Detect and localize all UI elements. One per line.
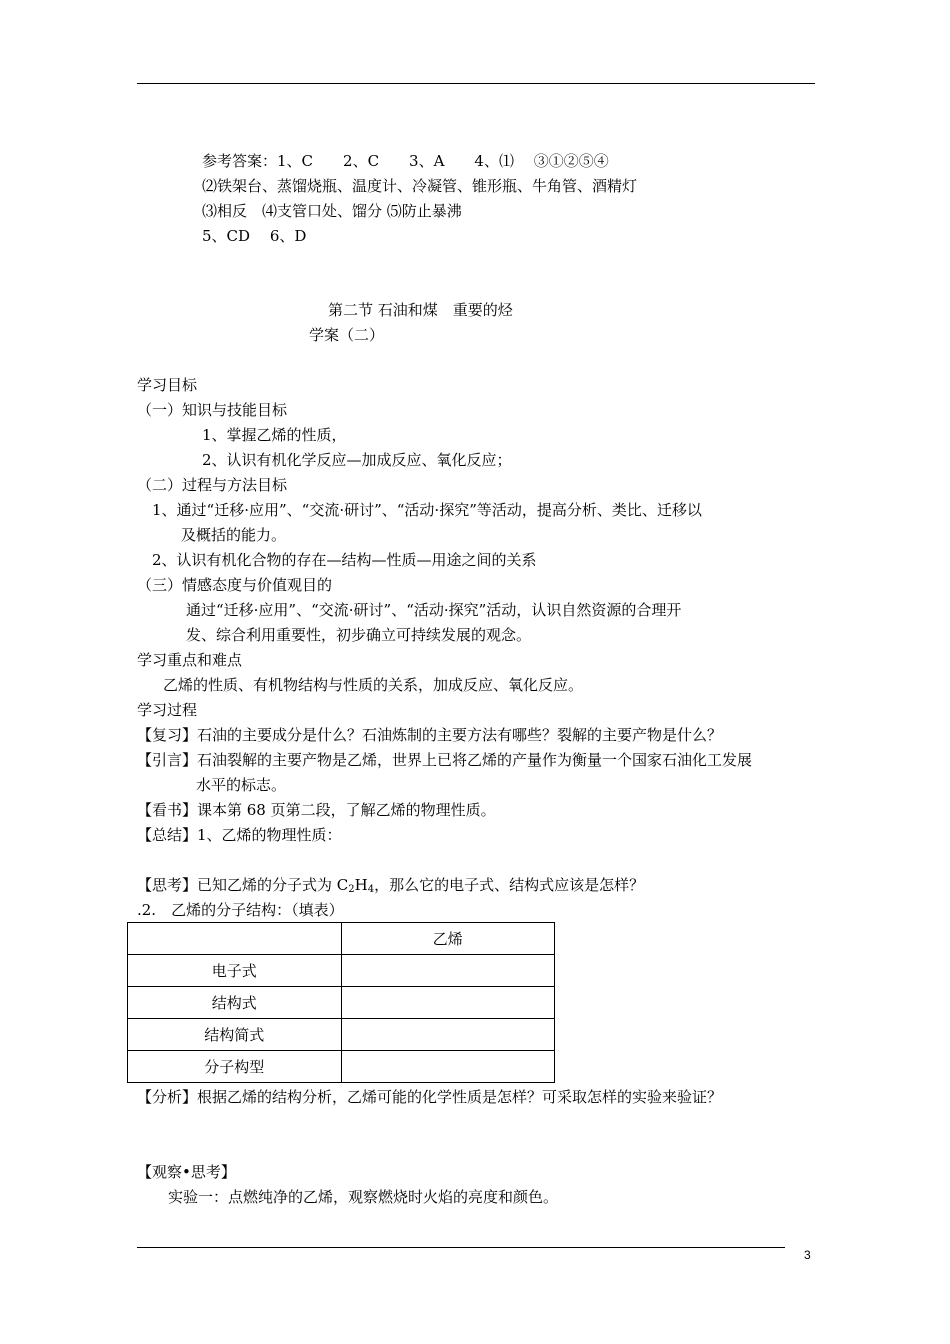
row-label-condensed-formula: 结构简式	[128, 1019, 342, 1051]
table-row	[128, 1019, 555, 1051]
row-blank-cell[interactable]	[341, 987, 555, 1019]
goals-sub3: （三）情感态度与价值观目的	[137, 576, 333, 594]
row-blank-cell[interactable]	[341, 955, 555, 987]
answers-line-1: 参考答案：1、C 2、C 3、A 4、⑴ ③①②⑤④	[202, 152, 609, 170]
think-sub-2: 4	[367, 884, 375, 895]
intro-text-b: 水平的标志。	[196, 776, 287, 794]
analyze-text: 【分析】根据乙烯的结构分析，乙烯可能的化学性质是怎样？可采取怎样的实验来验证？	[137, 1088, 723, 1106]
table-caption: .2. 乙烯的分子结构：（填表）	[137, 901, 344, 919]
row-blank-cell[interactable]	[341, 1051, 555, 1083]
table-header-ethylene: 乙烯	[341, 923, 555, 955]
table-row	[128, 1051, 555, 1083]
goals-sub2-item1b: 及概括的能力。	[181, 526, 287, 544]
table-row	[128, 955, 555, 987]
goals-sub2: （二）过程与方法目标	[137, 476, 288, 494]
table-header-row	[128, 923, 555, 955]
answers-line-3: ⑶相反 ⑷支管口处、馏分 ⑸防止暴沸	[202, 202, 462, 220]
footer-rule	[137, 1247, 785, 1248]
row-label-electron-formula: 电子式	[128, 955, 342, 987]
think-text	[137, 874, 644, 896]
goals-sub3-text-b: 发、综合利用重要性，初步确立可持续发展的观念。	[186, 626, 532, 644]
answers-line-4: 5、CD 6、D	[202, 227, 307, 245]
think-post: ，那么它的电子式、结构式应该是怎样？	[374, 876, 645, 894]
read-text: 【看书】课本第 68 页第二段，了解乙烯的物理性质。	[137, 801, 496, 819]
goals-sub2-item2: 2、认识有机化合物的存在—结构—性质—用途之间的关系	[152, 551, 537, 569]
table-header-empty	[128, 923, 342, 955]
ethylene-structure-table	[127, 922, 555, 1083]
think-pre: 【思考】已知乙烯的分子式为 C	[137, 876, 349, 894]
think-sub-1: 2	[348, 884, 355, 895]
section-title: 第二节 石油和煤 重要的烃	[328, 301, 513, 319]
case-title: 学案（二）	[309, 326, 385, 344]
answers-line-2: ⑵铁架台、蒸馏烧瓶、温度计、冷凝管、锥形瓶、牛角管、酒精灯	[202, 177, 638, 195]
focus-heading: 学习重点和难点	[137, 651, 243, 669]
goals-sub2-item1a: 1、通过“迁移·应用”、“交流·研讨”、“活动·探究”等活动，提高分析、类比、迁移以	[152, 501, 702, 519]
row-label-structural-formula: 结构式	[128, 987, 342, 1019]
goals-sub1-item2: 2、认识有机化学反应—加成反应、氧化反应；	[202, 451, 512, 469]
header-rule	[137, 83, 815, 84]
focus-text: 乙烯的性质、有机物结构与性质的关系，加成反应、氧化反应。	[163, 676, 584, 694]
experiment-1-text: 实验一：点燃纯净的乙烯，观察燃烧时火焰的亮度和颜色。	[168, 1188, 559, 1206]
goals-sub1: （一）知识与技能目标	[137, 401, 288, 419]
row-blank-cell[interactable]	[341, 1019, 555, 1051]
goals-sub1-item1: 1、掌握乙烯的性质，	[202, 426, 347, 444]
summary-text: 【总结】1、乙烯的物理性质：	[137, 826, 342, 844]
table-row	[128, 987, 555, 1019]
row-label-molecular-shape: 分子构型	[128, 1051, 342, 1083]
think-mid: H	[354, 876, 368, 894]
process-heading: 学习过程	[137, 701, 198, 719]
observe-heading: 【观察•思考】	[137, 1163, 236, 1181]
intro-text-a: 【引言】石油裂解的主要产物是乙烯，世界上已将乙烯的产量作为衡量一个国家石油化工发展	[137, 751, 753, 769]
goals-sub3-text-a: 通过“迁移·应用”、“交流·研讨”、“活动·探究”活动，认识自然资源的合理开	[186, 601, 682, 619]
review-text: 【复习】石油的主要成分是什么？石油炼制的主要方法有哪些？裂解的主要产物是什么？	[137, 726, 723, 744]
goals-heading: 学习目标	[137, 376, 198, 394]
page-number: 3	[804, 1248, 811, 1262]
